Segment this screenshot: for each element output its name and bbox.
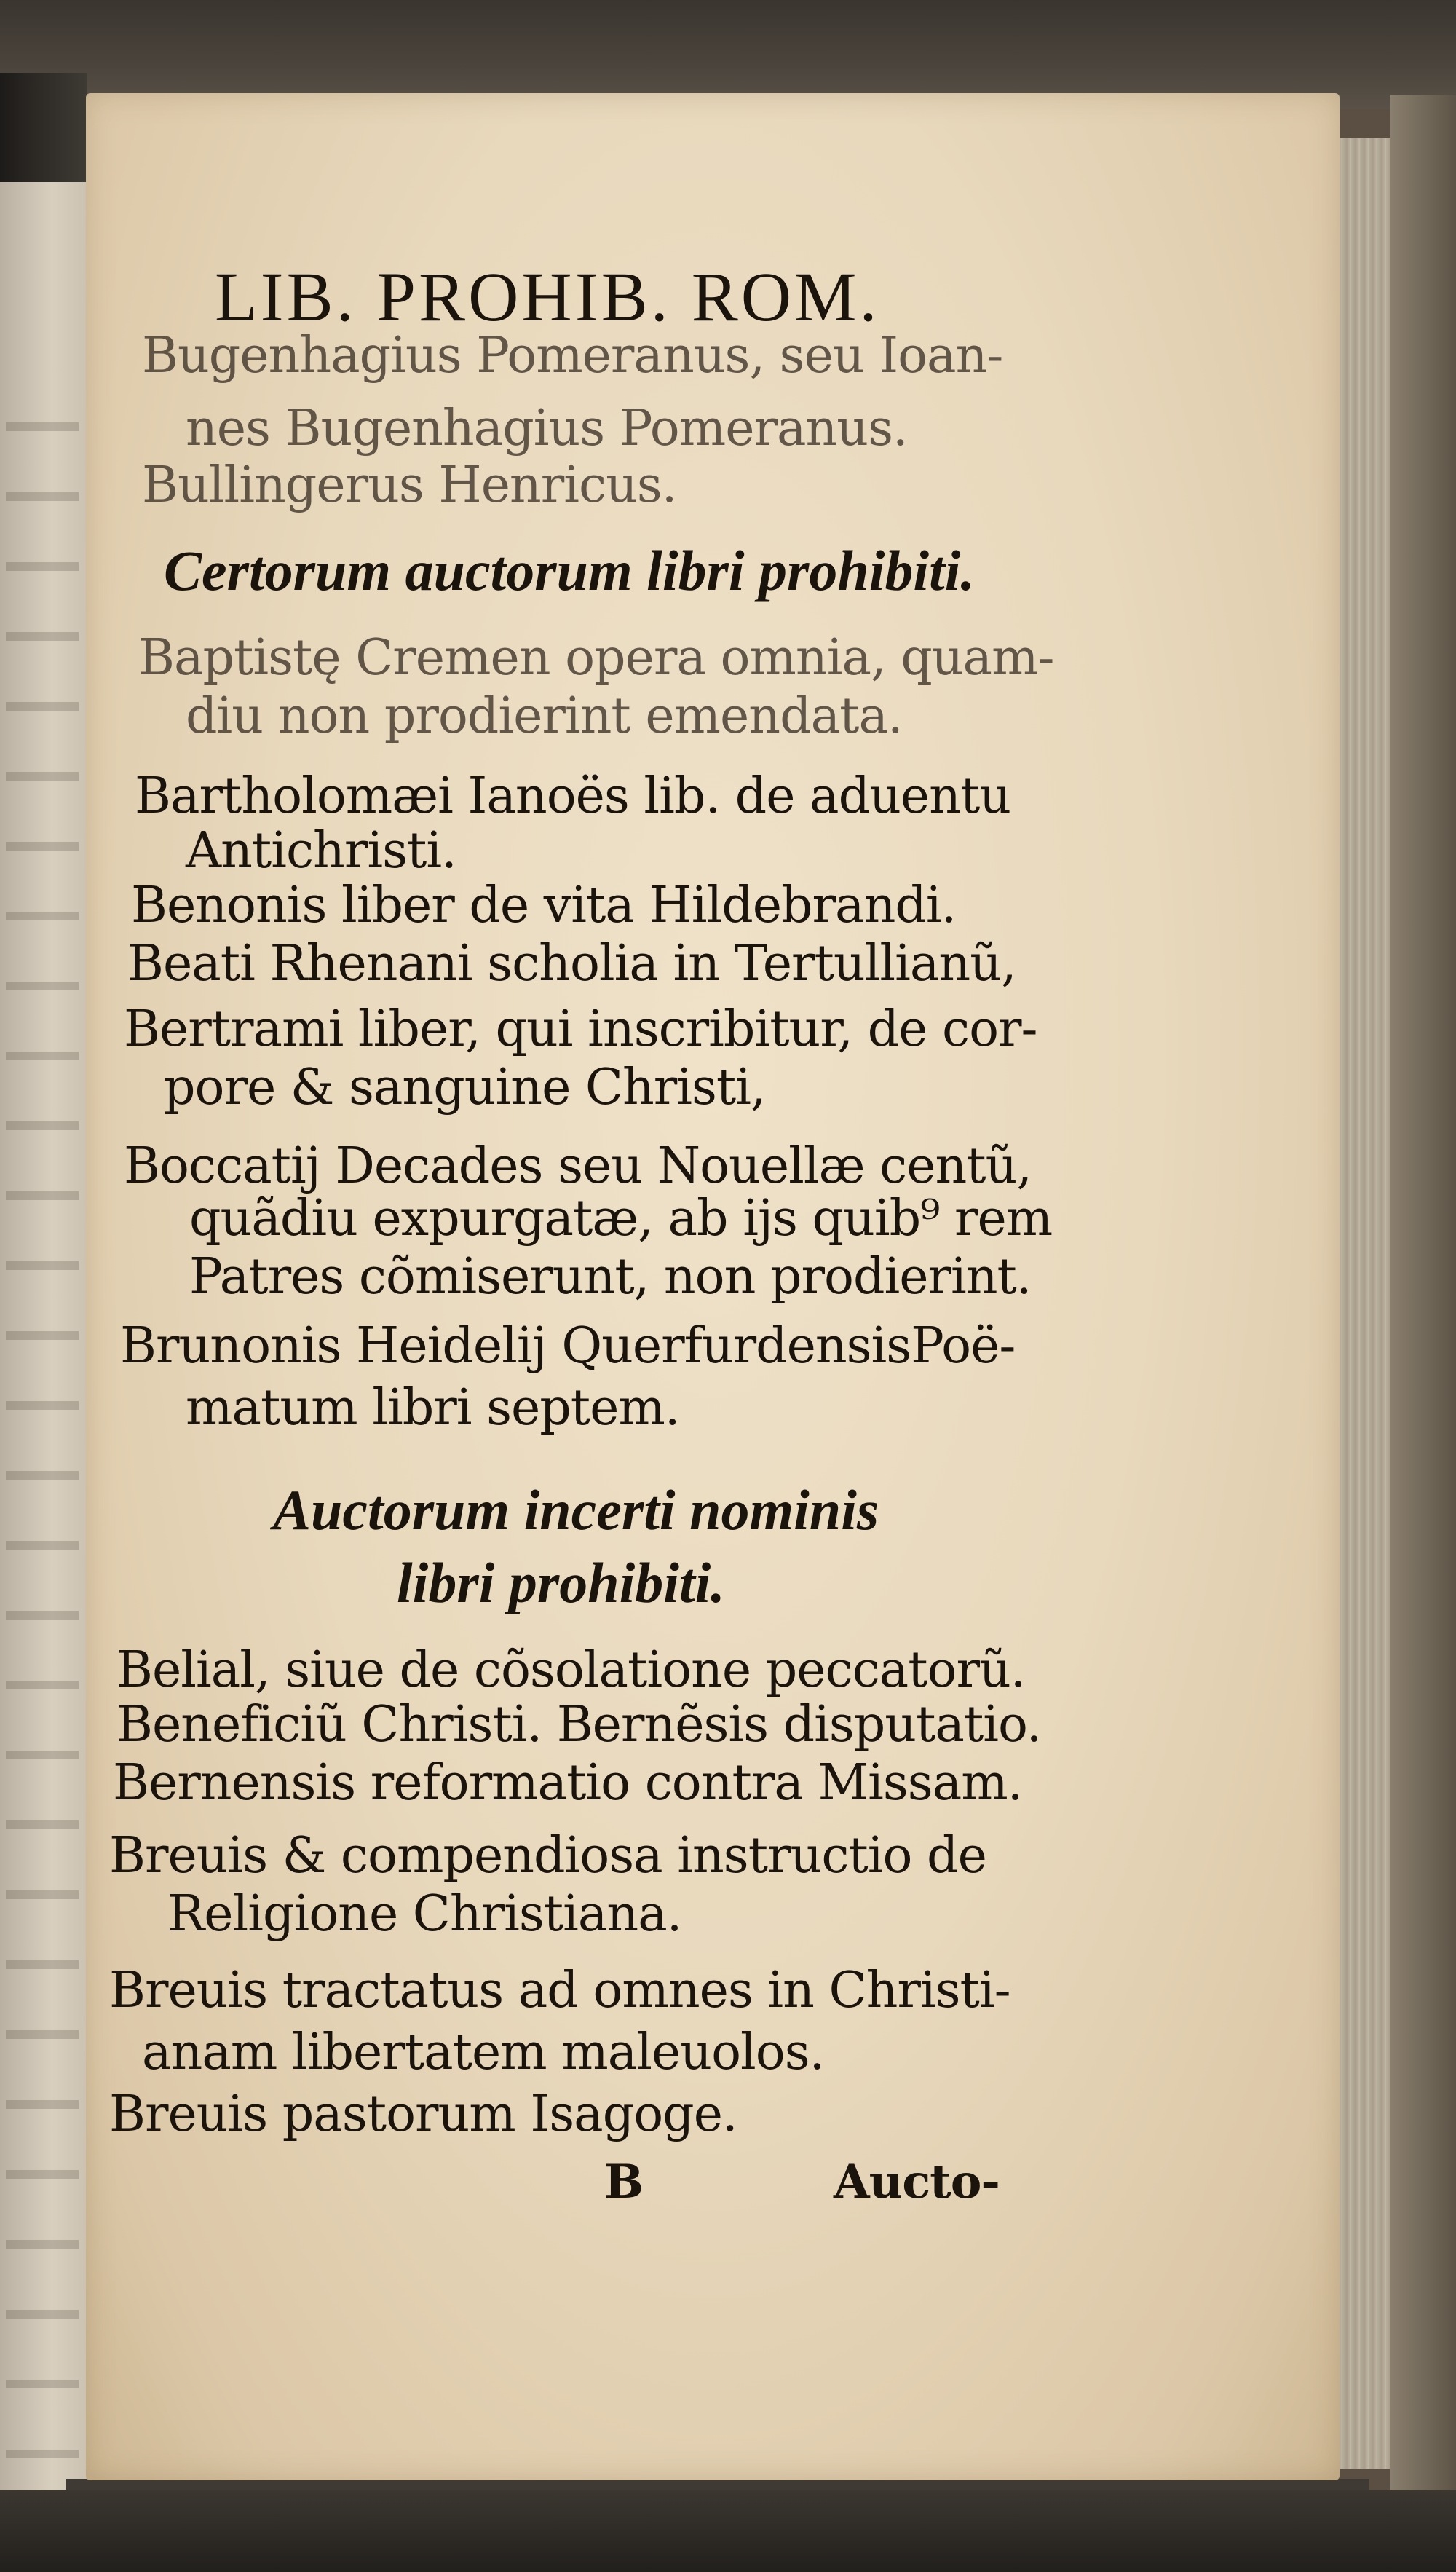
text-line: Benonis liber de vita Hildebrandi.	[131, 877, 957, 934]
text-line: Bartholomæi Ianoës lib. de aduentu	[135, 768, 1011, 825]
text-line: Bullingerus Henricus.	[142, 457, 677, 514]
catchword: Aucto-	[834, 2155, 1000, 2209]
text-line: Religione Christiana.	[167, 1885, 682, 1943]
section-heading: Auctorum incerti nominis	[273, 1478, 879, 1542]
text-line: Bugenhagius Pomeranus, seu Ioan-	[142, 327, 1003, 384]
text-line: Patres cõmiserunt, non prodierint.	[189, 1248, 1032, 1306]
text-line: Beneficiũ Christi. Bernẽsis disputatio.	[116, 1696, 1042, 1754]
text-line: Brunonis Heidelij QuerfurdensisPoë-	[120, 1317, 1016, 1375]
text-line: quãdiu expurgatæ, ab ijs quib⁹ rem	[189, 1190, 1053, 1247]
text-line: Belial, siue de cõsolatione peccatorũ.	[116, 1641, 1026, 1699]
text-line: Breuis pastorum Isagoge.	[109, 2086, 737, 2143]
section-heading: Certorum auctorum libri prohibiti.	[164, 539, 975, 602]
text-line: nes Bugenhagius Pomeranus.	[186, 400, 908, 457]
text-line: pore & sanguine Christi,	[164, 1059, 766, 1116]
text-line: Bernensis reformatio contra Missam.	[113, 1754, 1023, 1812]
running-head: LIB. PROHIB. ROM.	[215, 258, 880, 336]
text-line: diu non prodierint emendata.	[186, 687, 903, 745]
section-heading: libri prohibiti.	[397, 1551, 725, 1614]
signature-mark: B	[604, 2155, 644, 2209]
text-line: Antichristi.	[186, 822, 456, 880]
text-line: anam libertatem maleuolos.	[142, 2024, 825, 2081]
text-line: Baptistę Cremen opera omnia, quam-	[138, 629, 1054, 687]
text-line: matum libri septem.	[186, 1379, 680, 1437]
text-line: Breuis tractatus ad omnes in Christi-	[109, 1962, 1010, 2019]
text-line: Bertrami liber, qui inscribitur, de cor-	[124, 1001, 1037, 1058]
text-line: Boccatij Decades seu Nouellæ centũ,	[124, 1137, 1032, 1195]
text-line: Breuis & compendiosa instructio de	[109, 1827, 986, 1885]
text-line: Beati Rhenani scholia in Tertullianũ,	[127, 935, 1016, 993]
